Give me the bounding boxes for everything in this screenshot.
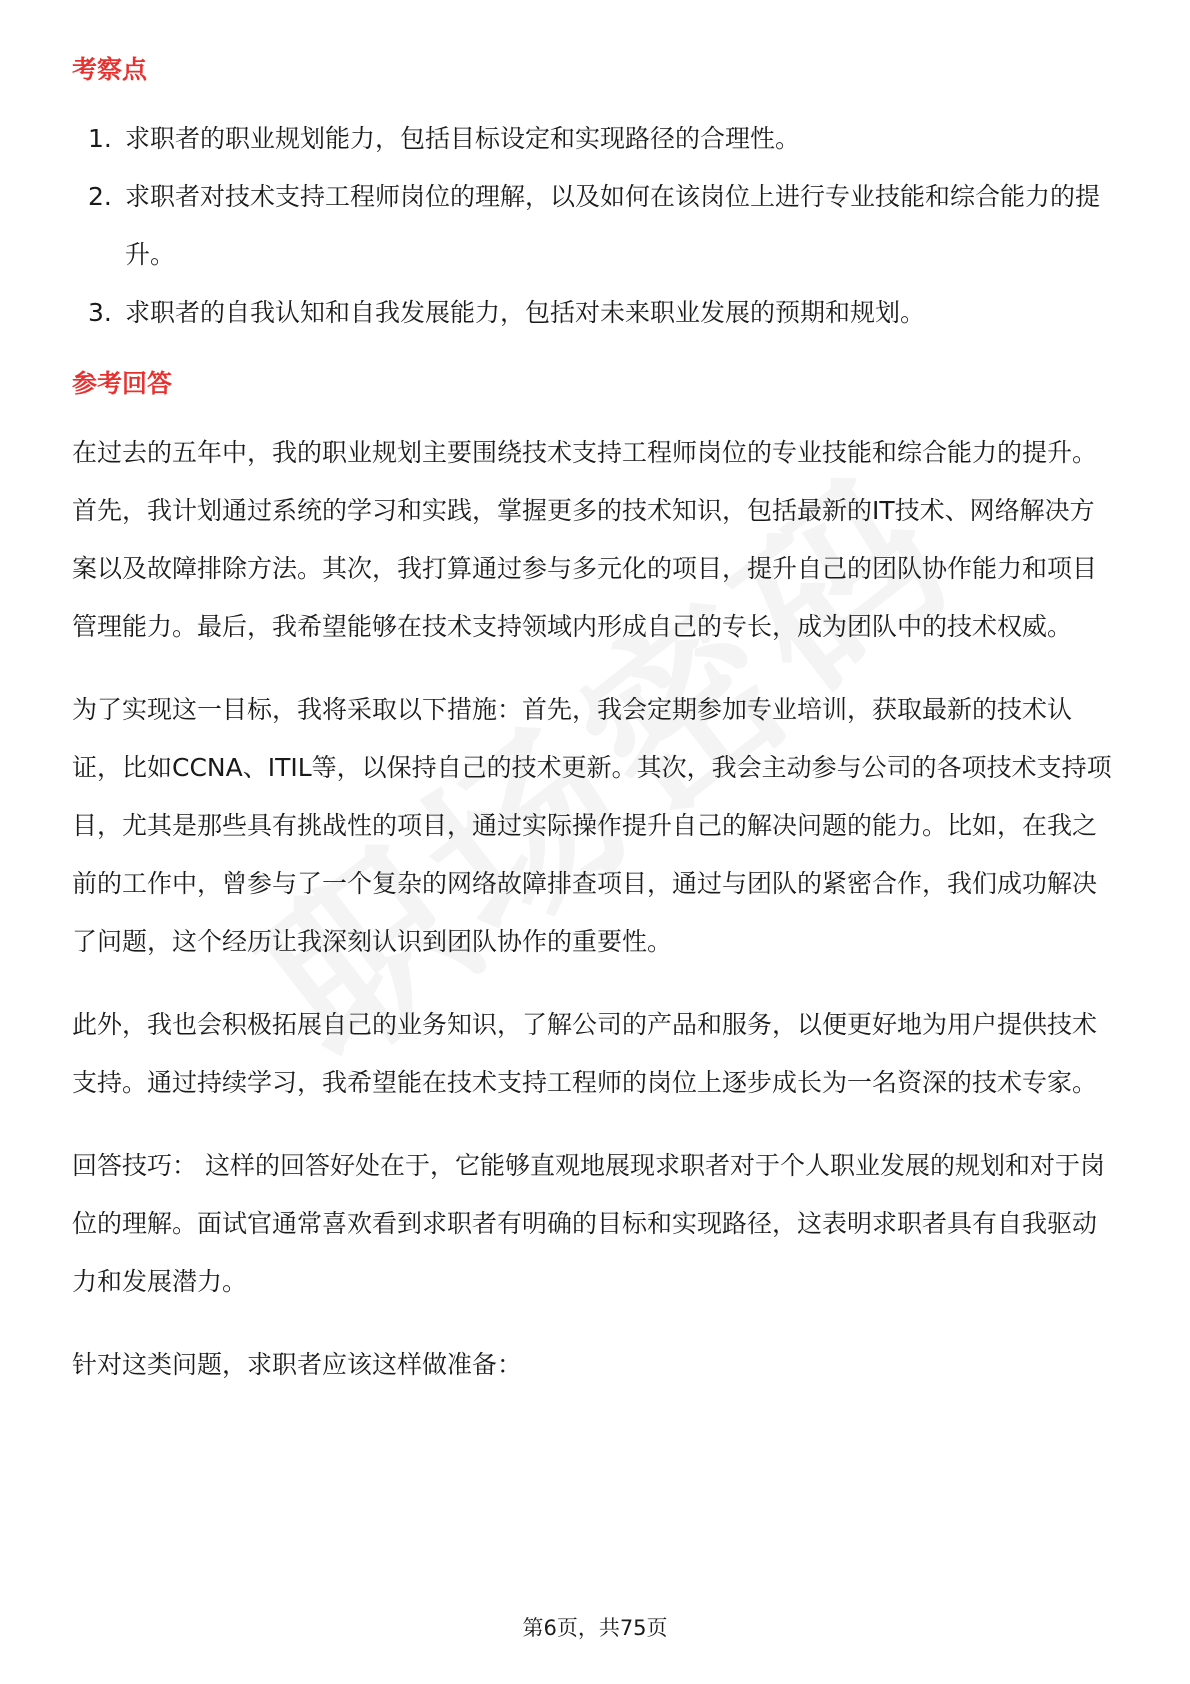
page-number: 第6页，共75页 bbox=[522, 1616, 668, 1640]
list-number: 1. bbox=[88, 124, 112, 153]
points-list bbox=[72, 110, 1118, 342]
paragraph: 在过去的五年中，我的职业规划主要围绕技术支持工程师岗位的专业技能和综合能力的提升。首先，我计划通过系统的学习和实践，掌握更多的技术知识，包括最新的IT技术、网络解决方案以及故障排除方法。其次，我打算通过参与多元化的项目，提升自己的团队协作能力和项目管理能力。最后，我希望能够在技术支持领域内形成自己的专长，成为团队中的技术权威。 bbox=[72, 438, 1098, 641]
paragraph: 回答技巧： 这样的回答好处在于，它能够直观地展现求职者对于个人职业发展的规划和对于岗位的理解。面试官通常喜欢看到求职者有明确的目标和实现路径，这表明求职者具有自我驱动力和发展潜力。 bbox=[72, 1151, 1105, 1296]
list-item bbox=[72, 110, 1118, 168]
document-body bbox=[72, 50, 1118, 1419]
list-text: 求职者对技术支持工程师岗位的理解，以及如何在该岗位上进行专业技能和综合能力的提升。 bbox=[125, 182, 1101, 269]
list-item bbox=[72, 284, 1118, 342]
paragraph: 为了实现这一目标，我将采取以下措施：首先，我会定期参加专业培训，获取最新的技术认证，比如CCNA、ITIL等，以保持自己的技术更新。其次，我会主动参与公司的各项技术支持项目，尤其是那些具有挑战性的项目，通过实际操作提升自己的解决问题的能力。比如，在我之前的工作中，曾参与了一个复杂的网络故障排查项目，通过与团队的紧密合作，我们成功解决了问题，这个经历让我深刻认识到团队协作的重要性。 bbox=[72, 695, 1112, 956]
paragraph: 此外，我也会积极拓展自己的业务知识，了解公司的产品和服务，以便更好地为用户提供技术支持。通过持续学习，我希望能在技术支持工程师的岗位上逐步成长为一名资深的技术专家。 bbox=[72, 1010, 1098, 1097]
paragraph: 针对这类问题，求职者应该这样做准备： bbox=[72, 1350, 523, 1379]
list-number: 3. bbox=[88, 298, 112, 327]
points-heading: 考察点 bbox=[72, 55, 148, 84]
list-text: 求职者的职业规划能力，包括目标设定和实现路径的合理性。 bbox=[125, 124, 801, 153]
answer-heading: 参考回答 bbox=[72, 369, 173, 398]
list-number: 2. bbox=[88, 182, 112, 211]
list-text: 求职者的自我认知和自我发展能力，包括对未来职业发展的预期和规划。 bbox=[125, 298, 926, 327]
list-item bbox=[72, 168, 1118, 284]
